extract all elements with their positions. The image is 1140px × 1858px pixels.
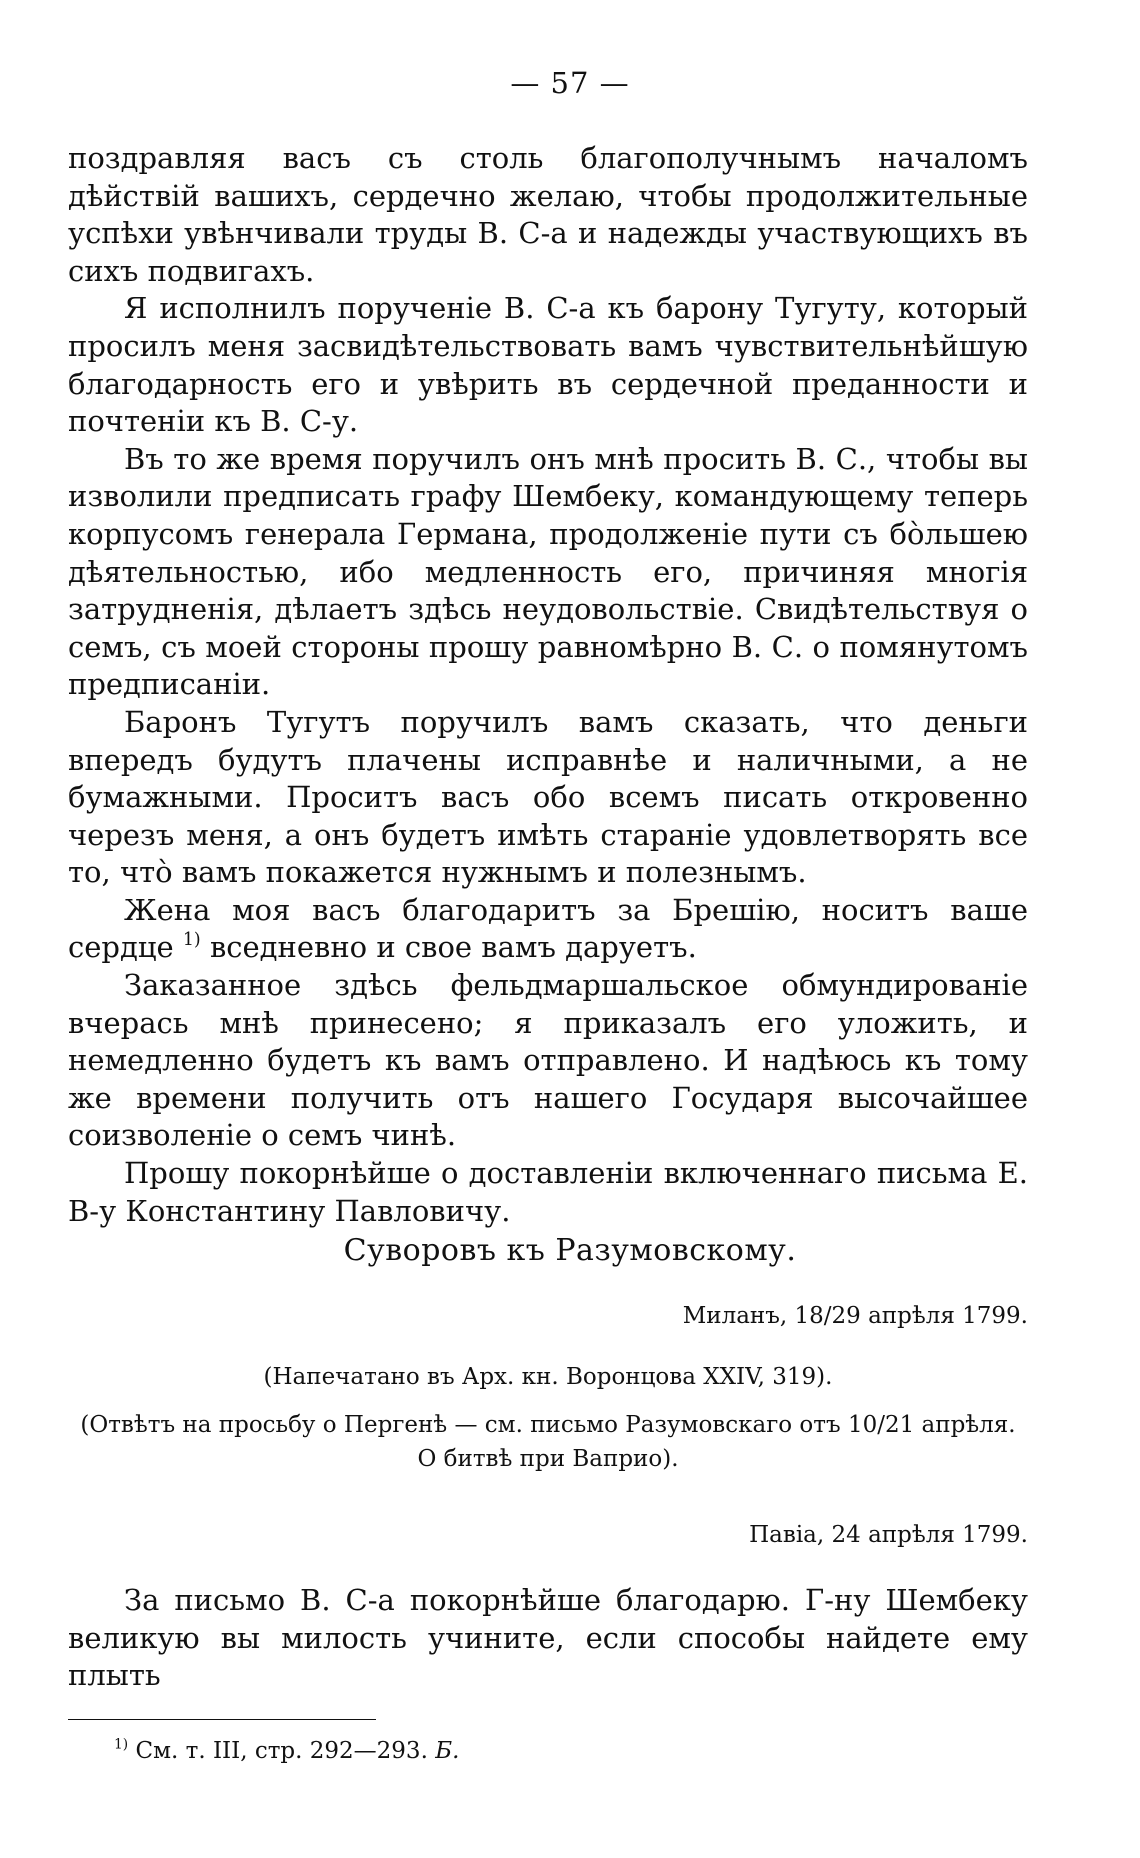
- letter-paragraph: За письмо В. С-а покорнѣйше благодарю. Г-ну Шембеку великую вы милость учините, если способы найдете ему плыть: [68, 1583, 1028, 1693]
- paragraph-baron-thugut: Я исполнилъ порученіе В. С-а къ барону Тугуту, который просилъ меня засвидѣтельствовать вамъ чувствительнѣйшую благодарность его и увѣрить въ сердечной преданности и почтеніи къ В. С-у.: [68, 291, 1028, 439]
- place-date-milan: Миланъ, 18/29 апрѣля 1799.: [682, 1303, 1028, 1329]
- paragraph-congratulations: поздравляя васъ съ столь благополучнымъ началомъ дѣйствій вашихъ, сердечно желаю, чтобы продолжительные успѣхи увѣнчивали труды В. С-а и надежды участвующихъ въ сихъ подвигахъ.: [68, 141, 1028, 288]
- source-note: (Напечатано въ Арх. кн. Воронцова XXIV, 319).: [263, 1364, 833, 1390]
- paragraph-enclosed-letter: Прошу покорнѣйше о доставленіи включеннаго письма Е. В-у Константину Павловичу.: [68, 1156, 1028, 1228]
- letter-text: [68, 1582, 1028, 1695]
- place-date-pavia: Павіа, 24 апрѣля 1799.: [749, 1522, 1028, 1548]
- paragraph-wife-text: Жена моя васъ благодаритъ за Брешію, носитъ ваше сердце: [68, 892, 1028, 965]
- main-text: [68, 140, 1028, 1230]
- footnote-marker: 1): [114, 1736, 129, 1753]
- footnote-reference: 1): [182, 930, 201, 951]
- paragraph-uniform: Заказанное здѣсь фельдмаршальское обмундированіе вчерась мнѣ принесено; я приказалъ его уложить, и немедленно будетъ къ вамъ отправлено. И надѣюсь къ тому же времени получить отъ нашего Государя высочайшее соизволеніе о семъ чинѣ.: [68, 968, 1028, 1153]
- page-number: — 57 —: [510, 66, 630, 100]
- letter-heading: Суворовъ къ Разумовскому.: [343, 1233, 797, 1268]
- footnote-author: Б.: [435, 1738, 460, 1764]
- footnote: [114, 1738, 459, 1764]
- paragraph-count-schembek: Въ то же время поручилъ онъ мнѣ просить В. С., чтобы вы изволили предписать графу Шембеку, командующему теперь корпусомъ генерала Германа, продолженіе пути съ бо̀льшею дѣятельностью, ибо медленность его, причиняя многія затрудненія, дѣлаетъ здѣсь неудовольствіе. Свидѣтельствуя о семъ, съ моей стороны прошу равномѣрно В. С. о помянутомъ предписаніи.: [68, 441, 1028, 702]
- footnote-text: См. т. III, стр. 292—293.: [135, 1738, 428, 1764]
- context-note: (Отвѣтъ на просьбу о Пергенѣ — см. письмо Разумовскаго отъ 10/21 апрѣля. О битвѣ при Ваприо).: [80, 1412, 1016, 1472]
- paragraph-wife-continuation: вседневно и свое вамъ даруетъ.: [209, 930, 697, 965]
- paragraph-money: Баронъ Тугутъ поручилъ вамъ сказать, что деньги впередъ будутъ плачены исправнѣе и наличными, а не бумажными. Проситъ васъ обо всемъ писать откровенно черезъ меня, а онъ будетъ имѣть стараніе удовлетворять все то, что̀ вамъ покажется нужнымъ и полезнымъ.: [68, 704, 1028, 890]
- paragraph-wife: [68, 892, 1028, 967]
- footnote-divider: [68, 1719, 376, 1720]
